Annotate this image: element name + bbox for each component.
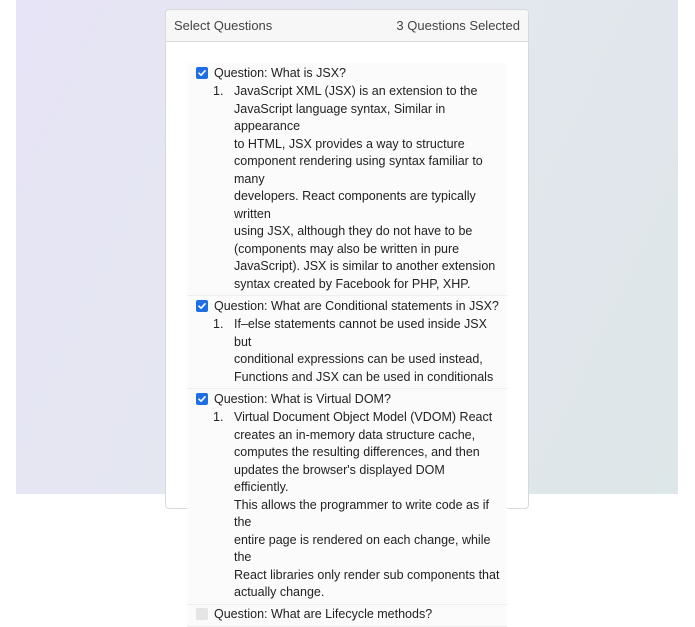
question-label[interactable]: Question: What are Lifecycle methods?: [214, 607, 433, 621]
question-checkbox[interactable]: [196, 300, 208, 312]
answer-list: [187, 82, 507, 293]
card-title: Select Questions: [174, 18, 273, 33]
selected-count: 3 Questions Selected: [396, 18, 520, 33]
question-item: [187, 63, 507, 296]
answer-number: 1.: [213, 84, 224, 98]
answer-text: If–else statements cannot be used inside JSX but conditional expressions can be used instead, Functions and JSX can be used in conditionals: [234, 317, 494, 384]
answer-number: 1.: [213, 317, 224, 331]
answer-number: 1.: [213, 410, 224, 424]
checkmark-icon: [198, 69, 206, 77]
card-header: [166, 10, 528, 42]
answer-list: [187, 408, 507, 602]
question-checkbox[interactable]: [196, 67, 208, 79]
question-item: [187, 605, 507, 627]
question-label[interactable]: Question: What is Virtual DOM?: [214, 391, 391, 406]
question-checkbox[interactable]: [196, 393, 208, 405]
answer-list: [187, 315, 507, 386]
question-label[interactable]: Question: What are Conditional statements in JSX?: [214, 298, 499, 313]
checkmark-icon: [198, 302, 206, 310]
answer-text: Virtual Document Object Model (VDOM) React creates an in-memory data structure cache, computes the resulting differences, and then updates the browser's displayed DOM efficiently. This allows the programmer to write code as if the entire page is rendered on each change, while the React libraries only render sub components that actually change.: [234, 410, 500, 599]
checkmark-icon: [198, 395, 206, 403]
question-item: [187, 296, 507, 389]
question-item: [187, 389, 507, 605]
answer-text: JavaScript XML (JSX) is an extension to the JavaScript language syntax, Similar in appearance to HTML, JSX provides a way to structure component rendering using syntax familiar to many developers. React components are typically written using JSX, although they do not have to be (components may also be written in pure JavaScript). JSX is similar to another extension syntax created by Facebook for PHP, XHP.: [234, 84, 496, 291]
question-checkbox[interactable]: [196, 608, 208, 620]
question-label[interactable]: Question: What is JSX?: [214, 65, 347, 80]
question-list: [187, 63, 507, 627]
